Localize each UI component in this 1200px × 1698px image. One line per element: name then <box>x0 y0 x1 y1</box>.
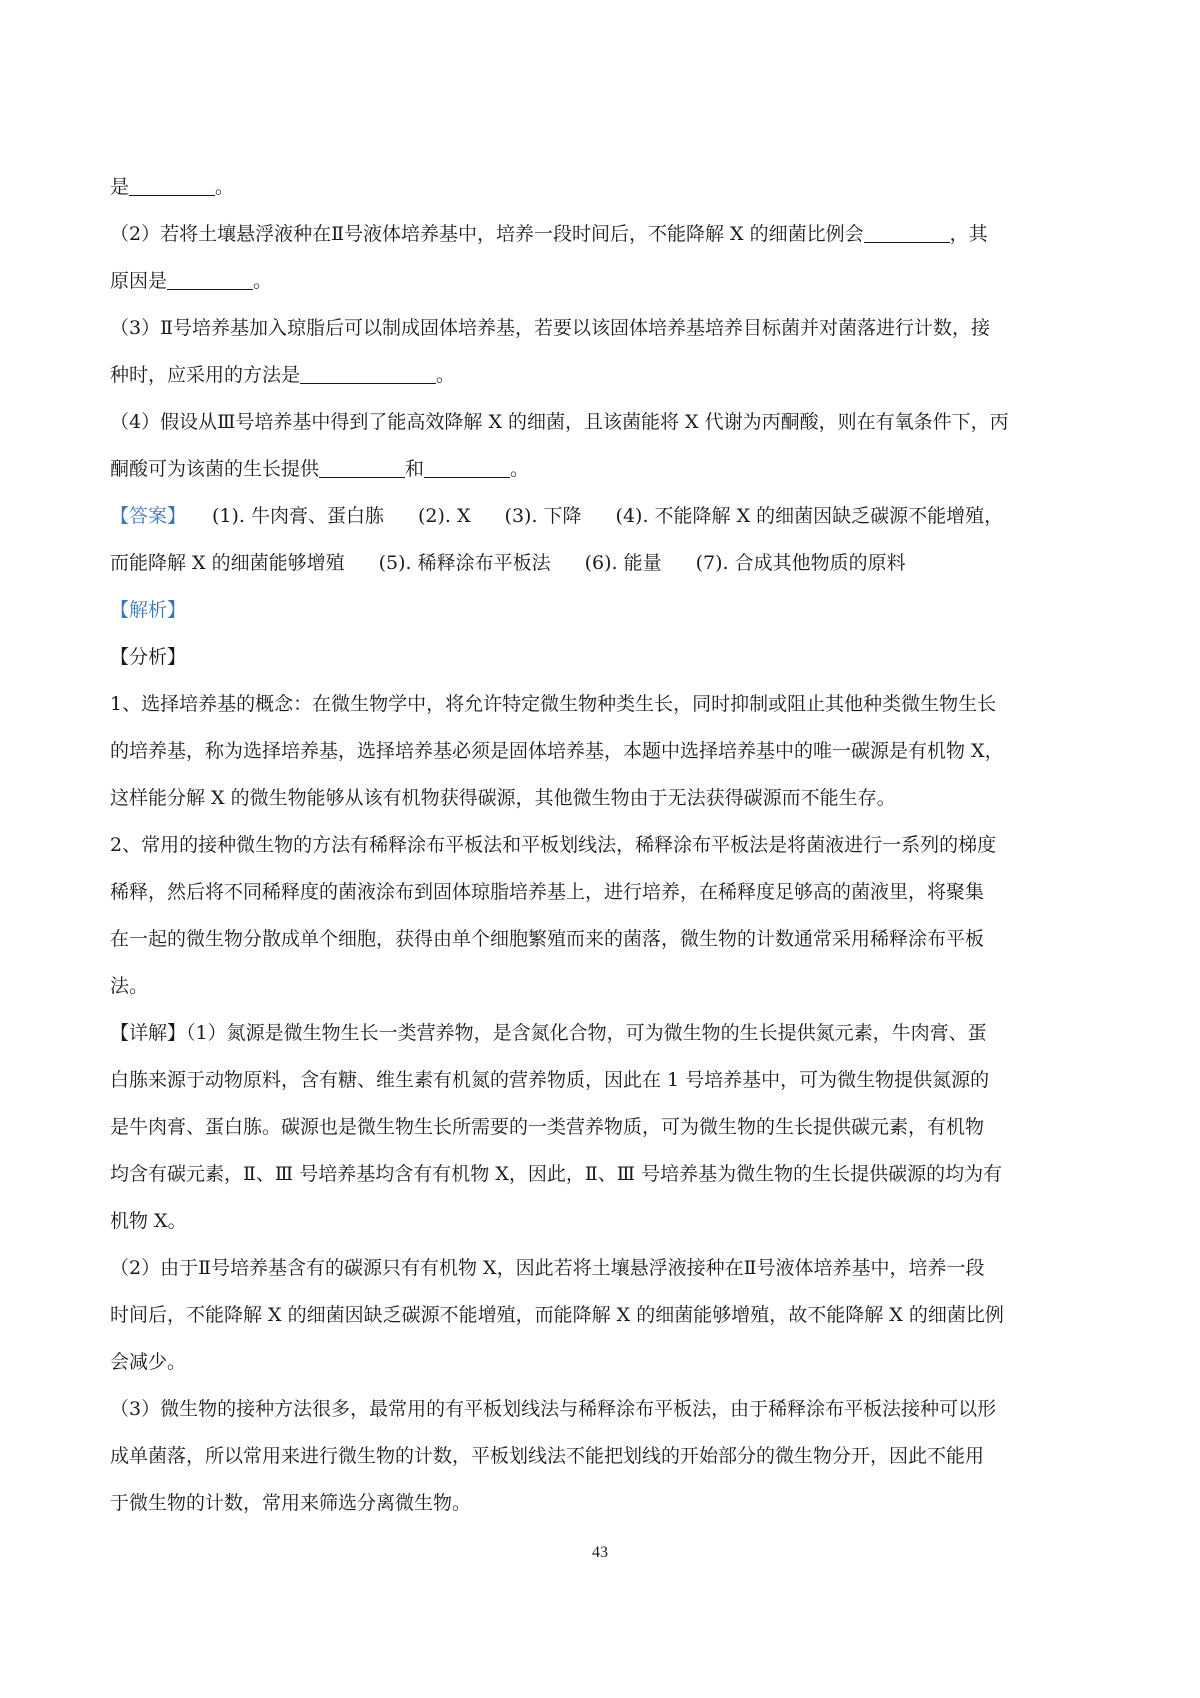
question-text: 种时，应采用的方法是 <box>110 364 301 386</box>
detail-line: 白胨来源于动物原料，含有糖、维生素有机氮的营养物质，因此在 1 号培养基中，可为微生物提供氮源的 <box>110 1069 990 1091</box>
question-line <box>110 446 1100 493</box>
detail-line: 成单菌落，所以常用来进行微生物的计数，平板划线法不能把划线的开始部分的微生物分开，因此不能用 <box>110 1445 985 1467</box>
analysis-text-line: 1、选择培养基的概念：在微生物学中，将允许特定微生物种类生长，同时抑制或阻止其他种类微生物生长 <box>110 693 997 715</box>
answer-item: (7). 合成其他物质的原料 <box>695 552 906 574</box>
analysis-text-line: 这样能分解 X 的微生物能够从该有机物获得碳源，其他微生物由于无法获得碳源而不能生存。 <box>110 787 896 809</box>
question-text: 。 <box>215 176 235 198</box>
detail-line: （2）由于Ⅱ号培养基含有的碳源只有有机物 X，因此若将土壤悬浮液接种在Ⅱ号液体培养基中，培养一段 <box>110 1257 985 1279</box>
question-line <box>110 399 1100 446</box>
question-line <box>110 164 1100 211</box>
answer-line <box>110 493 1100 540</box>
question-text: （3）Ⅱ号培养基加入琼脂后可以制成固体培养基，若要以该固体培养基培养目标菌并对菌落进行计数，接 <box>110 317 991 339</box>
detail-line: （3）微生物的接种方法很多，最常用的有平板划线法与稀释涂布平板法，由于稀释涂布平板法接种可以形 <box>110 1398 997 1420</box>
question-text: 。 <box>253 270 273 292</box>
answer-blank <box>424 453 510 478</box>
detail-line: 于微生物的计数，常用来筛选分离微生物。 <box>110 1492 472 1514</box>
question-line <box>110 258 1100 305</box>
answer-blank <box>300 359 436 384</box>
question-text: （4）假设从Ⅲ号培养基中得到了能高效降解 X 的细菌，且该菌能将 X 代谢为丙酮酸，则在有氧条件下，丙 <box>110 411 1009 433</box>
answer-blank <box>864 218 950 243</box>
answer-blank <box>167 265 253 290</box>
question-text: 酮酸可为该菌的生长提供 <box>110 458 320 480</box>
analysis-heading <box>110 587 1100 634</box>
question-text: 。 <box>510 458 530 480</box>
answer-item: (1). 牛肉膏、蛋白胨 <box>212 505 385 527</box>
answer-line <box>110 540 1100 587</box>
analysis-text-line: 法。 <box>110 975 149 997</box>
question-line <box>110 305 1100 352</box>
answer-label: 【答案】 <box>110 505 187 527</box>
page-number: 43 <box>592 1544 608 1561</box>
detail-text: （1）氮源是微生物生长一类营养物，是含氮化合物，可为微生物的生长提供氮元素，牛肉膏、蛋 <box>186 1022 987 1044</box>
question-line <box>110 211 1100 258</box>
question-line <box>110 352 1100 399</box>
analysis-text-line: 的培养基，称为选择培养基，选择培养基必须是固体培养基，本题中选择培养基中的唯一碳源是有机物 X， <box>110 740 1004 762</box>
answer-item: (4). 不能降解 X 的细菌因缺乏碳源不能增殖， <box>615 505 1004 527</box>
question-text: ，其 <box>949 223 988 245</box>
answer-blank <box>129 171 215 196</box>
question-text: （2）若将土壤悬浮液种在Ⅱ号液体培养基中，培养一段时间后，不能降解 X 的细菌比例会 <box>110 223 864 245</box>
detail-line: 是牛肉膏、蛋白胨。碳源也是微生物生长所需要的一类营养物质，可为微生物的生长提供碳元素，有机物 <box>110 1116 985 1138</box>
answer-item: 而能降解 X 的细菌能够增殖 <box>110 552 345 574</box>
answer-item: (6). 能量 <box>584 552 662 574</box>
page-content <box>110 164 1100 1527</box>
question-text: 原因是 <box>110 270 168 292</box>
detail-line: 时间后，不能降解 X 的细菌因缺乏碳源不能增殖，而能降解 X 的细菌能够增殖，故不能降解 X 的细菌比例 <box>110 1304 1004 1326</box>
fenxi-heading <box>110 634 1100 681</box>
fenxi-label: 【分析】 <box>110 646 187 668</box>
detail-line <box>110 1010 1100 1057</box>
question-text: 是 <box>110 176 130 198</box>
answer-blank <box>319 453 405 478</box>
analysis-text-line: 稀释，然后将不同稀释度的菌液涂布到固体琼脂培养基上，进行培养，在稀释度足够高的菌液里，将聚集 <box>110 881 985 903</box>
question-text: 和 <box>405 458 425 480</box>
question-text: 。 <box>436 364 456 386</box>
detail-line: 会减少。 <box>110 1351 187 1373</box>
detail-line: 机物 X。 <box>110 1210 187 1232</box>
analysis-text-line: 在一起的微生物分散成单个细胞，获得由单个细胞繁殖而来的菌落，微生物的计数通常采用稀释涂布平板 <box>110 928 985 950</box>
answer-item: (5). 稀释涂布平板法 <box>378 552 551 574</box>
answer-item: (2). X <box>418 505 471 527</box>
analysis-label: 【解析】 <box>110 599 187 621</box>
answer-item: (3). 下降 <box>504 505 582 527</box>
detail-line: 均含有碳元素，Ⅱ、Ⅲ 号培养基均含有有机物 X，因此，Ⅱ、Ⅲ 号培养基为微生物的生长提供碳源的均为有 <box>110 1163 1003 1185</box>
xiangjie-label: 【详解】 <box>110 1022 187 1044</box>
analysis-text-line: 2、常用的接种微生物的方法有稀释涂布平板法和平板划线法，稀释涂布平板法是将菌液进行一系列的梯度 <box>110 834 997 856</box>
